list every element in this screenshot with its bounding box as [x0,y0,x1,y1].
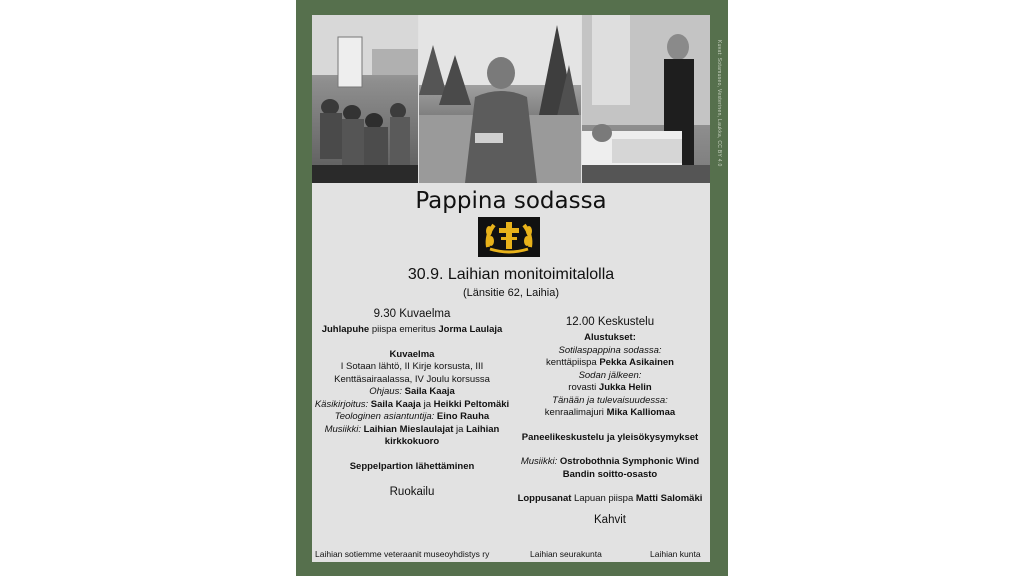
footer-organizer-1: Laihian sotiemme veteraanit museoyhdistys ry [315,549,490,559]
kasikirjoitus-label: Käsikirjoitus: [314,398,369,410]
ohjaus-line [312,386,512,399]
loppusanat-title: Lapuan piispa [571,493,636,504]
loppusanat-line [510,493,710,506]
speaker-2-name: Jukka Helin [598,382,652,393]
speaker-3-name: Mika Kalliomaa [606,407,676,418]
musiikki-name2: Laihian kirkkokuoro [384,423,500,447]
kasikirjoitus-name1: Saila Kaaja [370,398,421,410]
kasikirjoitus-line [312,399,512,412]
topic-2: Sodan jälkeen: [578,369,642,381]
photo-chaplain-outdoors [419,15,581,183]
speaker-1 [510,357,710,370]
musiikki-line-left [312,424,512,449]
speech-speaker: Jorma Laulaja [438,324,503,335]
musiikki-ja: ja [453,423,467,435]
musiikki-name1: Laihian Mieslaulajat [363,423,454,435]
kasikirjoitus-name2: Heikki Peltomäki [433,398,510,410]
footer-organizer-3: Laihian kunta [650,549,701,559]
panel-line: Paneelikeskustelu ja yleisökysymykset [521,431,699,443]
kuvaelma-parts: I Sotaan lähtö, II Kirje korsusta, III Kenttäsairaalassa, IV Joulu korsussa [334,361,490,385]
topic-1: Sotilaspappina sodassa: [558,344,662,356]
event-date-location: 30.9. Laihian monitoimitalolla [407,266,615,283]
teologinen-label: Teologinen asiantuntija: [334,411,435,422]
photo-chaplain-hospital [582,15,710,183]
event-address: (Länsitie 62, Laihia) [462,287,559,299]
alustukset-label: Alustukset: [584,332,636,343]
musiikki-name-right: Ostrobothnia Symphonic Wind Bandin soitto-osasto [559,456,700,480]
loppusanat-label: Loppusanat [517,493,572,504]
musiikki-line-right [510,456,710,481]
left-heading: 9.30 Kuvaelma [373,308,451,320]
cross-wreath-emblem [478,217,540,257]
speaker-3 [510,407,710,420]
photo-strip [312,15,710,183]
event-poster [296,0,728,576]
photo-soldiers-praying [312,15,418,183]
poster-sheet [312,15,710,562]
seppel-line: Seppelpartion lähettäminen [349,460,475,472]
speech-title: piispa emeritus [369,324,439,335]
ohjaus-name: Saila Kaaja [404,386,455,397]
kuvaelma-title: Kuvaelma [389,348,435,360]
program-left-column [312,307,512,502]
kahvit-line: Kahvit [594,513,626,526]
teologinen-name: Eino Rauha [436,411,490,422]
speech-label: Juhlapuhe [321,324,370,335]
speaker-3-title: kenraalimajuri [544,407,607,418]
teologinen-line [312,411,512,424]
speaker-1-title: kenttäpiispa [546,357,600,368]
speech-line [312,324,512,337]
musiikki-label-right: Musiikki: [520,456,558,467]
speaker-2 [510,382,710,395]
kasikirjoitus-ja: ja [420,398,434,410]
right-heading: 12.00 Keskustelu [565,316,655,328]
speaker-1-name: Pekka Asikainen [599,357,674,368]
photo-credit: Kuvat: Sotamuseo, Vesterinen, Laukka, CC BY 4.0 [716,40,722,167]
ohjaus-label: Ohjaus: [369,386,402,397]
poster-title: Pappina sodassa [415,188,607,214]
ruokailu-line: Ruokailu [389,486,435,498]
topic-3: Tänään ja tulevaisuudessa: [552,394,668,406]
musiikki-label-left: Musiikki: [324,423,362,435]
footer-organizer-2: Laihian seurakunta [530,549,602,559]
loppusanat-name: Matti Salomäki [635,493,703,504]
speaker-2-title: rovasti [568,382,599,393]
program-right-column [510,307,710,530]
